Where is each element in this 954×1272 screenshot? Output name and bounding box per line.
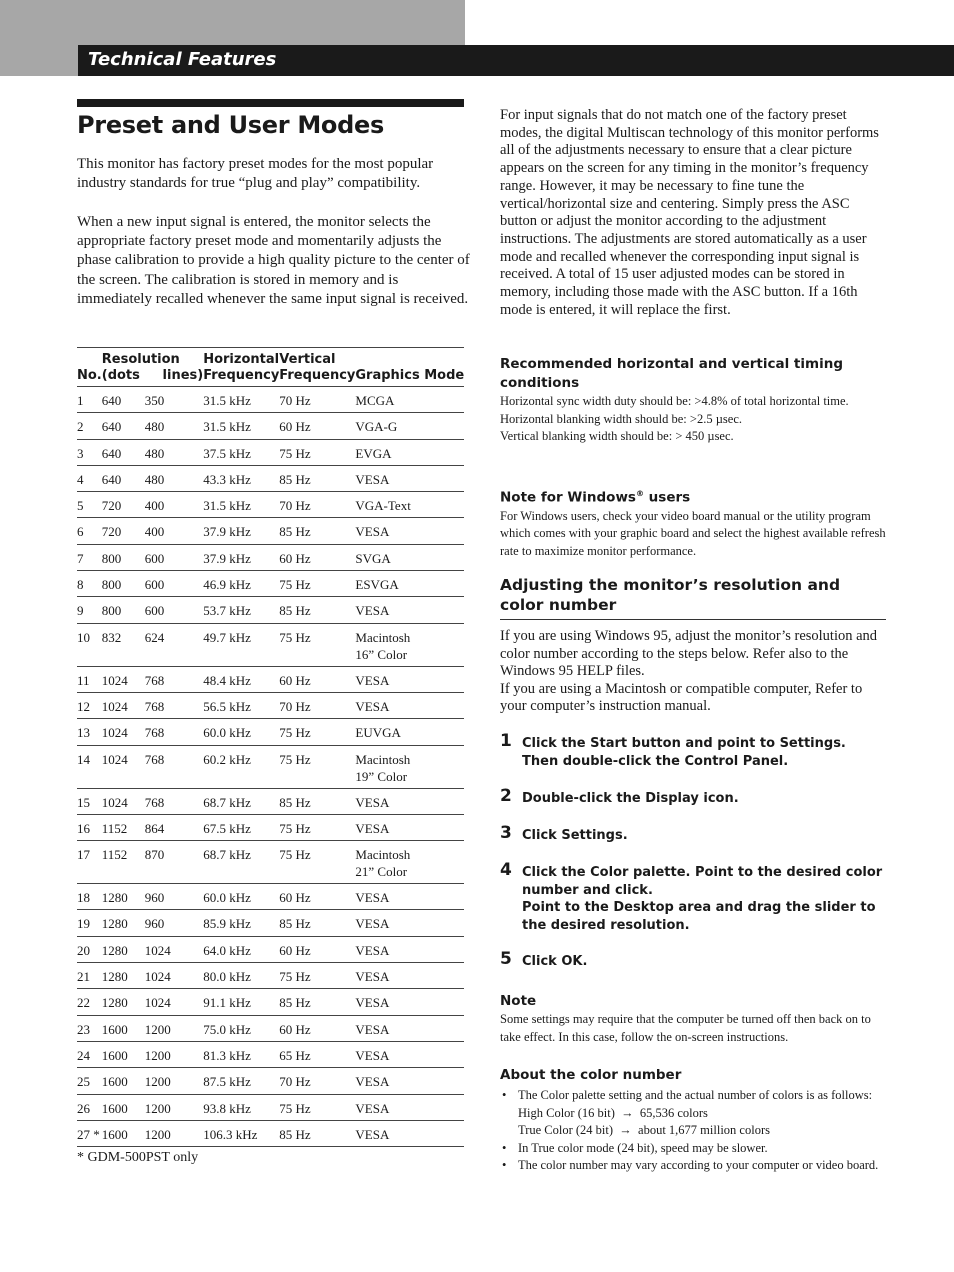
cell-no: 19 (77, 910, 102, 936)
table-row (77, 518, 464, 544)
table-row (77, 936, 464, 962)
cell-h-freq: 31.5 kHz (203, 413, 279, 439)
cell-v-res: 600 (145, 597, 203, 623)
cell-graphics-mode: Macintosh 21” Color (355, 841, 464, 884)
cell-graphics-mode: EVGA (355, 439, 464, 465)
cell-no: 5 (77, 492, 102, 518)
cell-v-res: 1024 (145, 936, 203, 962)
cell-v-res: 870 (145, 841, 203, 884)
cell-graphics-mode: VESA (355, 666, 464, 692)
cell-h-res: 640 (102, 413, 145, 439)
cell-h-res: 800 (102, 597, 145, 623)
cell-v-freq: 60 Hz (279, 936, 355, 962)
cell-v-freq: 85 Hz (279, 465, 355, 491)
cell-h-freq: 91.1 kHz (203, 989, 279, 1015)
step-1: 1 Click the Start button and point to Settings. Then double-click the Control Panel. (500, 731, 846, 769)
cell-h-freq: 81.3 kHz (203, 1041, 279, 1067)
cell-no: 13 (77, 719, 102, 745)
cell-h-freq: 37.5 kHz (203, 439, 279, 465)
cell-h-res: 1600 (102, 1015, 145, 1041)
cell-graphics-mode: VESA (355, 597, 464, 623)
cell-v-res: 1200 (145, 1015, 203, 1041)
cell-h-res: 1280 (102, 884, 145, 910)
cell-v-freq: 85 Hz (279, 518, 355, 544)
cell-h-freq: 106.3 kHz (203, 1120, 279, 1146)
cell-v-freq: 75 Hz (279, 814, 355, 840)
cell-v-res: 768 (145, 666, 203, 692)
cell-v-freq: 60 Hz (279, 666, 355, 692)
cell-no: 27 * (77, 1120, 102, 1146)
windows-note-section (500, 484, 886, 560)
cell-no: 23 (77, 1015, 102, 1041)
cell-h-freq: 85.9 kHz (203, 910, 279, 936)
cell-graphics-mode: VESA (355, 1041, 464, 1067)
table-row (77, 989, 464, 1015)
cell-v-freq: 60 Hz (279, 884, 355, 910)
col-no-header: No. (77, 348, 102, 387)
cell-h-res: 640 (102, 465, 145, 491)
cell-v-freq: 75 Hz (279, 1094, 355, 1120)
cell-v-res: 768 (145, 692, 203, 718)
note-text: Some settings may require that the computer be turned off then back on to take effect. In this case, follow the on-screen instructions. (500, 1012, 871, 1044)
cell-no: 1 (77, 387, 102, 413)
cell-v-res: 864 (145, 814, 203, 840)
cell-no: 11 (77, 666, 102, 692)
cell-h-res: 1024 (102, 745, 145, 788)
table-row (77, 623, 464, 666)
windows-note-text: For Windows users, check your video board manual or the utility program which comes with your graphic board and select the highest available refresh rate to maximize monitor performance. (500, 508, 886, 558)
cell-graphics-mode: VESA (355, 910, 464, 936)
cell-graphics-mode: VESA (355, 989, 464, 1015)
cell-v-freq: 75 Hz (279, 571, 355, 597)
table-footnote: * GDM-500PST only (77, 1150, 199, 1165)
cell-v-res: 600 (145, 571, 203, 597)
cell-graphics-mode: ESVGA (355, 571, 464, 597)
note-heading: Note (500, 993, 537, 1009)
cell-v-freq: 75 Hz (279, 841, 355, 884)
adjusting-section-title: Adjusting the monitor’s resolution and color number (500, 575, 886, 620)
cell-v-freq: 70 Hz (279, 492, 355, 518)
table-row (77, 413, 464, 439)
cell-no: 2 (77, 413, 102, 439)
cell-h-freq: 67.5 kHz (203, 814, 279, 840)
table-row (77, 910, 464, 936)
cell-h-freq: 68.7 kHz (203, 841, 279, 884)
cell-no: 9 (77, 597, 102, 623)
cell-v-res: 400 (145, 492, 203, 518)
cell-v-res: 480 (145, 439, 203, 465)
cell-v-res: 480 (145, 465, 203, 491)
cell-v-res: 960 (145, 910, 203, 936)
page-title: Preset and User Modes (77, 111, 384, 139)
list-item: • The color number may vary according to your computer or video board. (500, 1157, 886, 1175)
cell-graphics-mode: MCGA (355, 387, 464, 413)
cell-h-freq: 46.9 kHz (203, 571, 279, 597)
cell-v-freq: 70 Hz (279, 387, 355, 413)
cell-h-res: 800 (102, 571, 145, 597)
cell-h-freq: 31.5 kHz (203, 492, 279, 518)
cell-graphics-mode: VESA (355, 963, 464, 989)
step-5: 5 Click OK. (500, 949, 588, 969)
arrow-icon: → (621, 1105, 634, 1120)
table-row (77, 884, 464, 910)
cell-h-res: 1280 (102, 989, 145, 1015)
table-row (77, 465, 464, 491)
cell-h-res: 720 (102, 518, 145, 544)
timing-line: Horizontal blanking width should be: >2.5 µsec. (500, 411, 742, 426)
cell-v-freq: 70 Hz (279, 1068, 355, 1094)
cell-v-res: 1200 (145, 1041, 203, 1067)
cell-no: 4 (77, 465, 102, 491)
cell-v-res: 768 (145, 745, 203, 788)
cell-h-res: 832 (102, 623, 145, 666)
cell-graphics-mode: SVGA (355, 544, 464, 570)
cell-h-freq: 43.3 kHz (203, 465, 279, 491)
cell-h-freq: 60.2 kHz (203, 745, 279, 788)
cell-v-res: 480 (145, 413, 203, 439)
cell-v-res: 1200 (145, 1120, 203, 1146)
cell-no: 6 (77, 518, 102, 544)
col-vfreq-header: Vertical Frequency (279, 348, 355, 387)
table-row (77, 387, 464, 413)
timing-line: Horizontal sync width duty should be: >4.8% of total horizontal time. (500, 394, 849, 408)
cell-v-freq: 60 Hz (279, 413, 355, 439)
table-row (77, 745, 464, 788)
col-hfreq-header: Horizontal Frequency (203, 348, 279, 387)
cell-no: 17 (77, 841, 102, 884)
cell-graphics-mode: Macintosh 19” Color (355, 745, 464, 788)
cell-h-res: 1600 (102, 1041, 145, 1067)
table-row (77, 692, 464, 718)
cell-graphics-mode: EUVGA (355, 719, 464, 745)
cell-h-freq: 87.5 kHz (203, 1068, 279, 1094)
note-section (500, 992, 886, 1046)
cell-v-res: 600 (145, 544, 203, 570)
cell-no: 18 (77, 884, 102, 910)
cell-v-freq: 85 Hz (279, 910, 355, 936)
step-2: 2 Double-click the Display icon. (500, 786, 739, 806)
cell-no: 15 (77, 788, 102, 814)
cell-h-res: 640 (102, 387, 145, 413)
cell-h-freq: 60.0 kHz (203, 719, 279, 745)
table-row (77, 571, 464, 597)
cell-h-res: 1600 (102, 1094, 145, 1120)
col-mode-header: Graphics Mode (355, 348, 464, 387)
cell-v-res: 624 (145, 623, 203, 666)
cell-h-res: 640 (102, 439, 145, 465)
cell-graphics-mode: VGA-G (355, 413, 464, 439)
preset-modes-table (77, 347, 464, 1147)
cell-no: 16 (77, 814, 102, 840)
cell-graphics-mode: VESA (355, 1094, 464, 1120)
cell-v-freq: 60 Hz (279, 1015, 355, 1041)
step-3: 3 Click Settings. (500, 823, 628, 843)
color-number-list (500, 1087, 886, 1175)
cell-v-freq: 70 Hz (279, 692, 355, 718)
timing-section (500, 355, 886, 446)
cell-h-res: 1280 (102, 936, 145, 962)
cell-no: 20 (77, 936, 102, 962)
cell-h-res: 1024 (102, 692, 145, 718)
arrow-icon: → (619, 1123, 632, 1137)
table-row (77, 544, 464, 570)
cell-no: 14 (77, 745, 102, 788)
cell-v-freq: 75 Hz (279, 963, 355, 989)
cell-no: 8 (77, 571, 102, 597)
table-header-row (77, 348, 464, 387)
cell-graphics-mode: VESA (355, 692, 464, 718)
cell-graphics-mode: VESA (355, 788, 464, 814)
list-item: • In True color mode (24 bit), speed may be slower. (500, 1140, 886, 1158)
cell-h-res: 720 (102, 492, 145, 518)
windows-note-heading: Note for Windows® users (500, 489, 691, 506)
cell-h-freq: 80.0 kHz (203, 963, 279, 989)
cell-v-res: 400 (145, 518, 203, 544)
cell-v-res: 1200 (145, 1094, 203, 1120)
cell-v-res: 768 (145, 788, 203, 814)
cell-no: 3 (77, 439, 102, 465)
cell-v-freq: 85 Hz (279, 989, 355, 1015)
cell-v-res: 768 (145, 719, 203, 745)
table-row (77, 666, 464, 692)
table-row (77, 814, 464, 840)
cell-h-freq: 60.0 kHz (203, 884, 279, 910)
cell-v-res: 1024 (145, 989, 203, 1015)
cell-v-res: 350 (145, 387, 203, 413)
cell-graphics-mode: VESA (355, 1120, 464, 1146)
cell-h-freq: 37.9 kHz (203, 518, 279, 544)
cell-h-res: 1280 (102, 910, 145, 936)
cell-h-res: 1280 (102, 963, 145, 989)
cell-h-freq: 31.5 kHz (203, 387, 279, 413)
cell-h-freq: 75.0 kHz (203, 1015, 279, 1041)
cell-v-freq: 75 Hz (279, 719, 355, 745)
cell-h-freq: 49.7 kHz (203, 623, 279, 666)
adjusting-intro: If you are using Windows 95, adjust the monitor’s resolution and color number according to the steps below. Refer also to the Windows 95 HELP files. If you are using a Macintosh or compatible computer, Refer to your computer’s instruction manual. (500, 628, 878, 715)
section-header-title: Technical Features (88, 49, 277, 70)
cell-v-freq: 65 Hz (279, 1041, 355, 1067)
cell-h-freq: 68.7 kHz (203, 788, 279, 814)
cell-v-freq: 75 Hz (279, 439, 355, 465)
intro-paragraph: This monitor has factory preset modes for the most popular industry standards for true “plug and play” compatibility. (77, 156, 434, 192)
cell-h-freq: 53.7 kHz (203, 597, 279, 623)
table-row (77, 492, 464, 518)
cell-h-res: 1024 (102, 666, 145, 692)
timing-heading: Recommended horizontal and vertical timing conditions (500, 356, 843, 391)
cell-h-res: 1600 (102, 1120, 145, 1146)
calibration-paragraph: When a new input signal is entered, the monitor selects the appropriate factory preset mode and momentarily adjusts the phase calibration to provide a high quality picture to the center of the screen. The calibration is stored in memory and is immediately recalled whenever the same input signal is received. (77, 214, 470, 307)
cell-h-res: 1024 (102, 788, 145, 814)
table-row (77, 963, 464, 989)
table-row (77, 841, 464, 884)
cell-h-res: 1024 (102, 719, 145, 745)
cell-h-res: 1152 (102, 841, 145, 884)
cell-h-res: 1152 (102, 814, 145, 840)
color-number-heading: About the color number (500, 1067, 682, 1083)
table-row (77, 1068, 464, 1094)
cell-no: 22 (77, 989, 102, 1015)
cell-graphics-mode: VESA (355, 518, 464, 544)
cell-no: 24 (77, 1041, 102, 1067)
cell-v-res: 960 (145, 884, 203, 910)
cell-v-freq: 60 Hz (279, 544, 355, 570)
cell-graphics-mode: Macintosh 16” Color (355, 623, 464, 666)
cell-v-res: 1200 (145, 1068, 203, 1094)
col-resolution-header: Resolution (dots lines) (102, 348, 203, 387)
cell-h-res: 800 (102, 544, 145, 570)
cell-graphics-mode: VESA (355, 1015, 464, 1041)
cell-graphics-mode: VESA (355, 884, 464, 910)
cell-v-freq: 85 Hz (279, 597, 355, 623)
cell-v-freq: 85 Hz (279, 788, 355, 814)
table-row (77, 1120, 464, 1146)
cell-no: 21 (77, 963, 102, 989)
cell-v-freq: 75 Hz (279, 745, 355, 788)
cell-h-freq: 56.5 kHz (203, 692, 279, 718)
cell-h-freq: 37.9 kHz (203, 544, 279, 570)
cell-graphics-mode: VGA-Text (355, 492, 464, 518)
table-row (77, 1094, 464, 1120)
cell-v-freq: 75 Hz (279, 623, 355, 666)
table-row (77, 597, 464, 623)
table-row (77, 719, 464, 745)
cell-h-freq: 93.8 kHz (203, 1094, 279, 1120)
cell-h-freq: 48.4 kHz (203, 666, 279, 692)
cell-graphics-mode: VESA (355, 936, 464, 962)
cell-h-freq: 64.0 kHz (203, 936, 279, 962)
cell-v-res: 1024 (145, 963, 203, 989)
user-modes-paragraph: For input signals that do not match one of the factory preset modes, the digital Multiscan technology of this monitor performs all of the adjustments necessary to ensure that a clear picture appears on the screen for any timing in the monitor’s frequency range. However, it may be necessary to fine tune the vertical/horizontal size and centering. Simply press the ASC button or adjust the monitor according to the adjustment instructions. The adjustments are stored automatically as a user mode and recalled whenever the corresponding input signal is received. A total of 15 user adjusted modes can be stored in memory, including those made with the ASC button. If a 16th mode is entered, it will replace the first. (500, 107, 879, 318)
cell-graphics-mode: VESA (355, 465, 464, 491)
list-item: • The Color palette setting and the actual number of colors is as follows: High Color (16 bit) → 65,536 colors True Color (24 bit) → about 1,677 million colors (500, 1087, 886, 1140)
cell-no: 26 (77, 1094, 102, 1120)
cell-graphics-mode: VESA (355, 814, 464, 840)
timing-line: Vertical blanking width should be: > 450 µsec. (500, 429, 734, 443)
cell-no: 12 (77, 692, 102, 718)
table-row (77, 1041, 464, 1067)
cell-v-freq: 85 Hz (279, 1120, 355, 1146)
step-4: 4 Click the Color palette. Point to the desired color number and click. Point to the Desktop area and drag the slider to the desired resolution. (500, 860, 883, 933)
cell-no: 10 (77, 623, 102, 666)
cell-graphics-mode: VESA (355, 1068, 464, 1094)
cell-no: 25 (77, 1068, 102, 1094)
cell-h-res: 1600 (102, 1068, 145, 1094)
table-row (77, 1015, 464, 1041)
table-row (77, 788, 464, 814)
title-rule (77, 99, 464, 107)
table-row (77, 439, 464, 465)
cell-no: 7 (77, 544, 102, 570)
